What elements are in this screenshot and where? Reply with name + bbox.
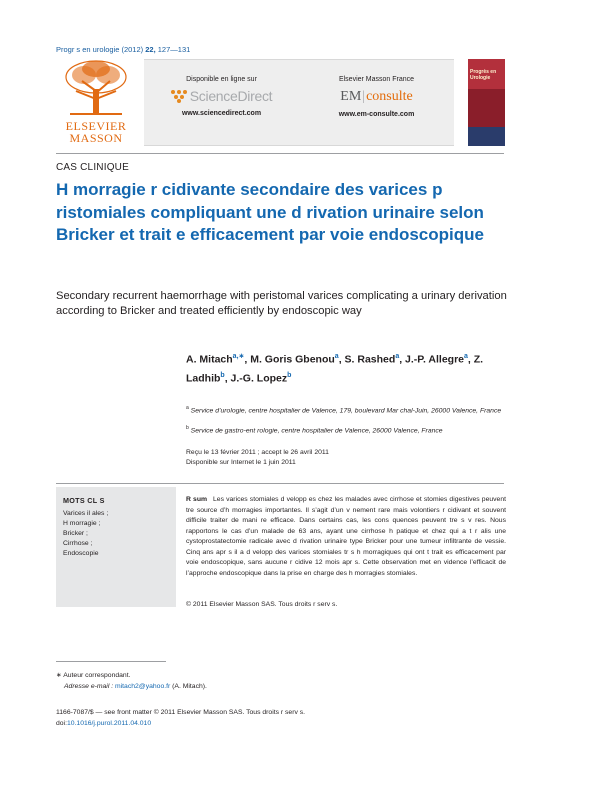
journal-cover-image (468, 59, 505, 146)
elsevier-logo (56, 59, 136, 146)
issn-doi-block (56, 708, 305, 729)
author-list (186, 349, 516, 386)
em-consulte-brand-main: EM (340, 89, 362, 104)
header-divider (56, 153, 504, 154)
sciencedirect-logo (154, 88, 289, 104)
em-consulte-brand-consulte: consulte (366, 89, 413, 104)
doi-link[interactable]: 10.1016/j.purol.2011.04.010 (66, 719, 152, 727)
affiliation-a (186, 404, 516, 416)
journal-volume: 22, (145, 45, 156, 54)
keyword-item: Varices il ales ; (63, 510, 109, 517)
affiliation-text: Service d’urologie, centre hospitalier de Valence, 179, boulevard Mar chal-Juin, 26000 Valence, France (190, 407, 502, 415)
author-affiliation-mark[interactable]: a,∗ (232, 353, 245, 360)
article-category: CAS CLINIQUE (56, 162, 129, 173)
abstract-heading: R sum (186, 496, 208, 503)
em-consulte-url[interactable]: www.em-consulte.com (338, 111, 415, 118)
abstract-text: Les varices stomiales d velopp es chez les malades avec cirrhose et stomies digestives peuvent tre source d’h morragies importantes. Il s’agit d’un v nement rare mais volontiers r cidivant et souvent difficile traiter de mani re efficace. Dans certains cas, les cons quences peuvent tre s v res. Nous rapportons le cas d’un malade de 63 ans, ayant une cirrhose h patique et chez qui a t r alis une cystoprostatectomie radicale avec d rivation urinaire type Bricker pour une tumeur infiltrante de vessie. Cinq ans apr s il a d velopp des varices stomiales tr s h morragiques qui ont t trait es efficacement par voie endoscopique, sans aucune r cidive 12 mois apr s. Cette observation met en vidence l’efficacit de l’approche endoscopique dans la prise en charge des h morragies stomiales. (186, 496, 506, 577)
elsevier-masson-france-label: Elsevier Masson France (338, 76, 415, 83)
footnote-marker: ∗ (56, 672, 62, 679)
abstract-copyright: © 2011 Elsevier Masson SAS. Tous droits r serv s. (186, 601, 338, 608)
keyword-item: Bricker ; (63, 530, 88, 537)
keyword-item: H morragie ; (63, 520, 101, 527)
author-name[interactable]: , J.-G. Lopez (224, 372, 288, 384)
article-history (186, 448, 329, 468)
author-name[interactable]: A. Mitach (186, 353, 233, 366)
author-affiliation-mark[interactable]: b (220, 371, 225, 379)
em-consulte-block[interactable] (309, 76, 444, 118)
affiliation-marker: a (186, 405, 189, 411)
article-title-english: Secondary recurrent haemorrhage with peristomal varices complicating a urinary derivation according to Bricker and treated efficiently by endoscopic way (56, 290, 507, 318)
author-name[interactable]: , J.-P. Allegre (399, 353, 464, 366)
journal-cover-title: Progrès en Urologie (470, 69, 497, 81)
affiliation-text: Service de gastro-ent rologie, centre hospitalier de Valence, 26000 Valence, France (190, 427, 443, 435)
keywords-box (56, 487, 176, 607)
journal-reference[interactable] (56, 45, 190, 54)
email-suffix: (A. Mitach). (172, 682, 207, 690)
sciencedirect-brand: ScienceDirect (189, 88, 273, 104)
available-online-label: Disponible en ligne sur (186, 76, 257, 83)
online-date: Disponible sur Internet le 1 juin 2011 (186, 459, 296, 466)
availability-box (144, 59, 454, 146)
author-name[interactable]: , Z. Ladhib (186, 353, 484, 384)
elsevier-tree-icon (62, 59, 130, 117)
article-title-french: H morragie r cidivante secondaire des varices p ristomiales compliquant une d rivation urinaire selon Bricker et trait e efficacement par voie endoscopique (56, 180, 484, 244)
author-name[interactable]: , M. Goris Gbenou (244, 353, 335, 366)
publisher-name-line1: ELSEVIER (65, 119, 127, 133)
author-affiliation-mark[interactable]: a (395, 353, 400, 360)
abstract (186, 495, 506, 579)
corresponding-author-footnote (56, 671, 207, 692)
author-affiliation-mark[interactable]: a (464, 353, 468, 360)
journal-banner (56, 59, 505, 146)
email-label: Adresse e-mail : (64, 682, 114, 690)
journal-name: Progr s en urologie (2012) (56, 45, 144, 54)
keyword-item: Endoscopie (63, 550, 99, 557)
author-name[interactable]: , S. Rashed (338, 353, 396, 366)
issn-line: 1166-7087/$ — see front matter © 2011 Elsevier Masson SAS. Tous droits r serv s. (56, 709, 306, 716)
abstract-divider (56, 483, 504, 484)
journal-pages: 127—131 (157, 45, 191, 54)
author-email-link[interactable]: mitach2@yahoo.fr (115, 682, 171, 690)
author-affiliation-mark[interactable]: b (287, 371, 292, 379)
keyword-item: Cirrhose ; (63, 540, 93, 547)
footnote-divider (56, 661, 166, 662)
publisher-name-line2: MASSON (69, 131, 123, 145)
doi-label: doi: (56, 719, 67, 727)
em-consulte-brand-separator: | (362, 89, 366, 104)
sciencedirect-url[interactable]: www.sciencedirect.com (181, 110, 262, 117)
sciencedirect-dots-icon (171, 90, 187, 103)
received-accepted-dates: Reçu le 13 février 2011 ; accept le 26 avril 2011 (186, 449, 329, 456)
sciencedirect-block[interactable] (154, 76, 289, 117)
affiliation-marker: b (186, 425, 189, 431)
footnote-text: Auteur correspondant. (63, 672, 131, 679)
author-affiliation-mark[interactable]: a (334, 353, 339, 360)
affiliation-b (186, 424, 516, 436)
keywords-heading: MOTS CL S (63, 496, 105, 505)
em-consulte-logo (309, 89, 444, 105)
